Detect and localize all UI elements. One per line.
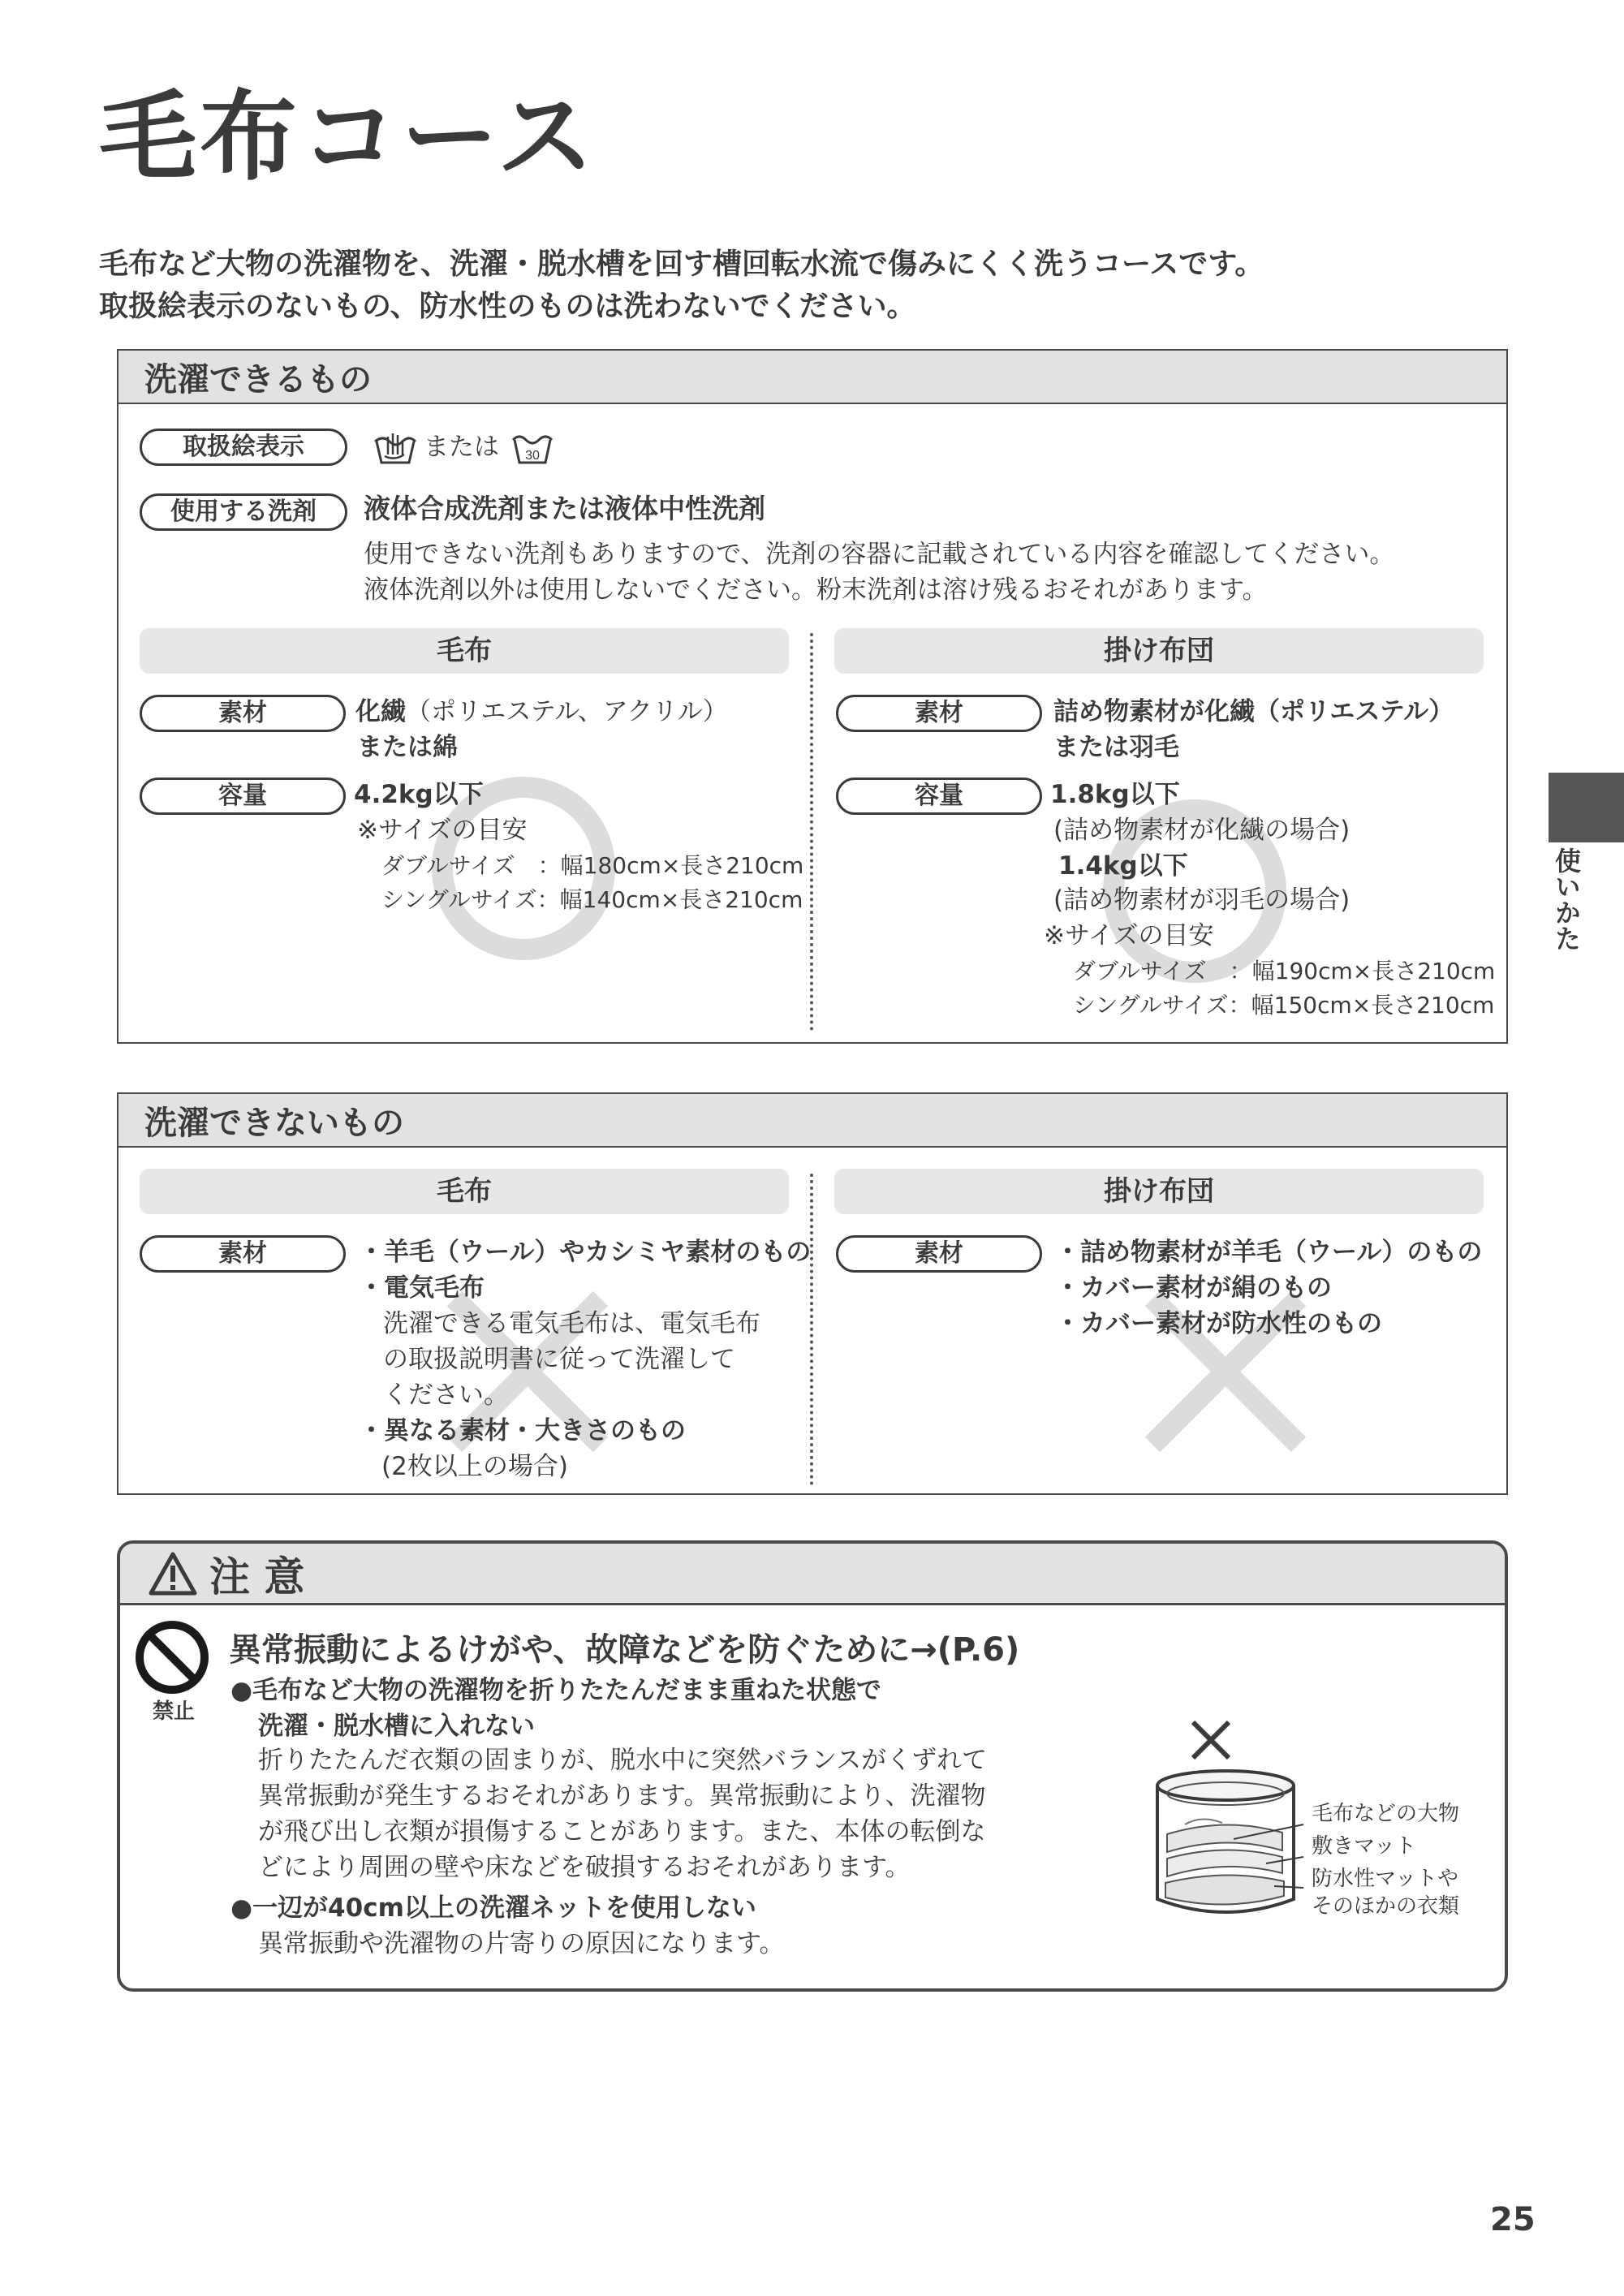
care-label-pill [140,429,347,466]
not-washable-futon-item-1: ・詰め物素材が羊毛（ウール）のもの [1055,1238,1483,1267]
not-washable-futon-heading: 掛け布団 [834,1169,1484,1214]
intro-line-1: 毛布など大物の洗濯物を、洗濯・脱水槽を回す槽回転水流で傷みにくく洗うコースです。 [99,248,1264,281]
washable-futon-capacity-2: 1.4kg以下 [1058,851,1188,881]
detergent-note-2: 液体洗剤以外は使用しないでください。粉末洗剤は溶け残るおそれがあります。 [364,575,1268,605]
washable-blanket-size-note: ※サイズの目安 [357,816,528,845]
washable-futon-heading: 掛け布団 [834,628,1484,674]
washable-blanket-material-pill-text: 素材 [218,699,267,727]
prohibit-label: 禁止 [153,1699,196,1724]
caution-header-text: 注 意 [209,1553,305,1600]
washable-blanket-material-line-1 [355,695,728,729]
prohibit-icon [133,1618,211,1696]
intro-text [99,243,1264,328]
washable-blanket-heading: 毛布 [140,628,789,674]
washable-futon-capacity-1-note: (詰め物素材が化繊の場合) [1053,816,1350,845]
washable-futon-single: シングルサイズ：幅150cm×長さ210cm [1073,992,1495,1019]
washable-column-divider [810,633,813,1031]
not-washable-blanket-heading: 毛布 [140,1169,789,1214]
washable-section-header [118,351,1506,404]
washable-blanket-material-pill [140,695,346,732]
not-washable-blanket-item-2-note-1: 洗濯できる電気毛布は、電気毛布 [383,1309,760,1338]
wash-30-icon [510,430,555,466]
not-washable-futon-material-pill-text: 素材 [915,1239,963,1268]
caution-point-1-line-2: 洗濯・脱水槽に入れない [258,1712,535,1741]
not-washable-blanket-item-3: ・異なる素材・大きさのもの [359,1416,686,1445]
not-washable-blanket-material-pill-text: 素材 [218,1239,267,1268]
fig-label-2: 敷きマット [1312,1834,1416,1859]
intro-line-2: 取扱絵表示のないもの、防水性のものは洗わないでください。 [99,290,916,323]
not-washable-blanket-item-2-note-2: の取扱説明書に従って洗濯して [383,1345,735,1374]
washable-blanket-single: シングルサイズ：幅140cm×長さ210cm [381,886,803,913]
not-washable-blanket-item-2: ・電気毛布 [359,1273,485,1303]
caution-heading: 異常振動によるけがや、故障などを防ぐために→(P.6) [229,1631,1020,1669]
fig-label-1: 毛布などの大物 [1312,1802,1460,1826]
caution-point-1-body-3: が飛び出し衣類が損傷することがあります。また、本体の転倒な [258,1817,986,1846]
washable-blanket-material-name: 化繊 [355,697,406,726]
page-number: 25 [1490,2201,1536,2238]
not-washable-futon-material-pill [836,1235,1042,1273]
not-washable-futon-item-3: ・カバー素材が防水性のもの [1055,1309,1382,1338]
care-label-pill-text: 取扱絵表示 [183,433,304,461]
washable-blanket-material-paren: （ポリエステル、アクリル） [406,697,728,726]
not-washable-section-header [118,1094,1506,1148]
side-tab-marker [1549,773,1624,842]
not-washable-blanket-item-1: ・羊毛（ウール）やカシミヤ素材のもの [359,1238,812,1267]
caution-point-2-line-1: ●一辺が40cm以上の洗濯ネットを使用しない [230,1893,756,1923]
not-washable-blanket-material-pill [140,1235,346,1273]
not-washable-column-divider [810,1174,813,1485]
caution-point-1-body-2: 異常振動が発生するおそれがあります。異常振動により、洗濯物 [258,1781,986,1811]
care-or-text: または [424,433,499,462]
tub-illustration [1144,1712,1323,1925]
detergent-main: 液体合成洗剤または液体中性洗剤 [364,493,765,524]
detergent-pill [140,493,347,531]
page-title: 毛布コース [99,81,597,194]
washable-futon-material-line-2: または羽毛 [1053,733,1179,762]
washable-futon-capacity-1: 1.8kg以下 [1050,780,1180,809]
washable-futon-material-line-1: 詰め物素材が化繊（ポリエステル） [1053,697,1454,726]
washable-futon-material-pill [836,695,1042,732]
washable-blanket-capacity-pill [140,778,346,815]
detergent-pill-text: 使用する洗剤 [170,498,317,526]
washable-blanket-material-line-2: または綿 [357,733,458,762]
caution-point-1-body-1: 折りたたんだ衣類の固まりが、脱水中に突然バランスがくずれて [258,1746,988,1775]
not-washable-blanket-item-2-note-3: ください。 [383,1381,509,1410]
not-washable-futon-item-2: ・カバー素材が絹のもの [1055,1273,1332,1303]
washable-futon-double: ダブルサイズ ：幅190cm×長さ210cm [1073,958,1496,984]
washable-blanket-capacity: 4.2kg以下 [354,780,484,809]
washable-futon-capacity-2-note: (詰め物素材が羽毛の場合) [1053,885,1350,915]
detergent-note-1: 使用できない洗剤もありますので、洗剤の容器に記載されている内容を確認してください。 [364,540,1395,569]
not-washable-header-text: 洗濯できないもの [144,1104,404,1142]
side-tab-label [1552,847,1584,951]
washable-futon-capacity-pill-text: 容量 [915,782,963,810]
side-tab-text: 使いかた [1551,847,1582,951]
washable-futon-material-pill-text: 素材 [915,699,963,727]
caution-point-2-body: 異常振動や洗濯物の片寄りの原因になります。 [258,1929,785,1958]
fig-label-3: 防水性マットや [1312,1867,1458,1891]
caution-point-1-body-4: どにより周囲の壁や床などを破損するおそれがあります。 [258,1853,911,1882]
washable-header-text: 洗濯できるもの [144,360,372,398]
washable-blanket-double: ダブルサイズ ：幅180cm×長さ210cm [381,852,804,879]
not-washable-blanket-item-3-note: (2枚以上の場合) [381,1452,568,1481]
washable-futon-capacity-pill [836,778,1042,815]
washable-futon-size-note: ※サイズの目安 [1044,921,1214,950]
washable-blanket-capacity-pill-text: 容量 [218,782,267,810]
caution-point-1-line-1: ●毛布など大物の洗濯物を折りたたんだまま重ねた状態で [230,1676,882,1705]
fig-label-4: そのほかの衣類 [1312,1894,1460,1919]
wash-temp-label: 30 [525,449,540,463]
warning-triangle-icon [148,1551,198,1596]
caution-header [120,1544,1505,1605]
hand-wash-icon [372,430,419,466]
